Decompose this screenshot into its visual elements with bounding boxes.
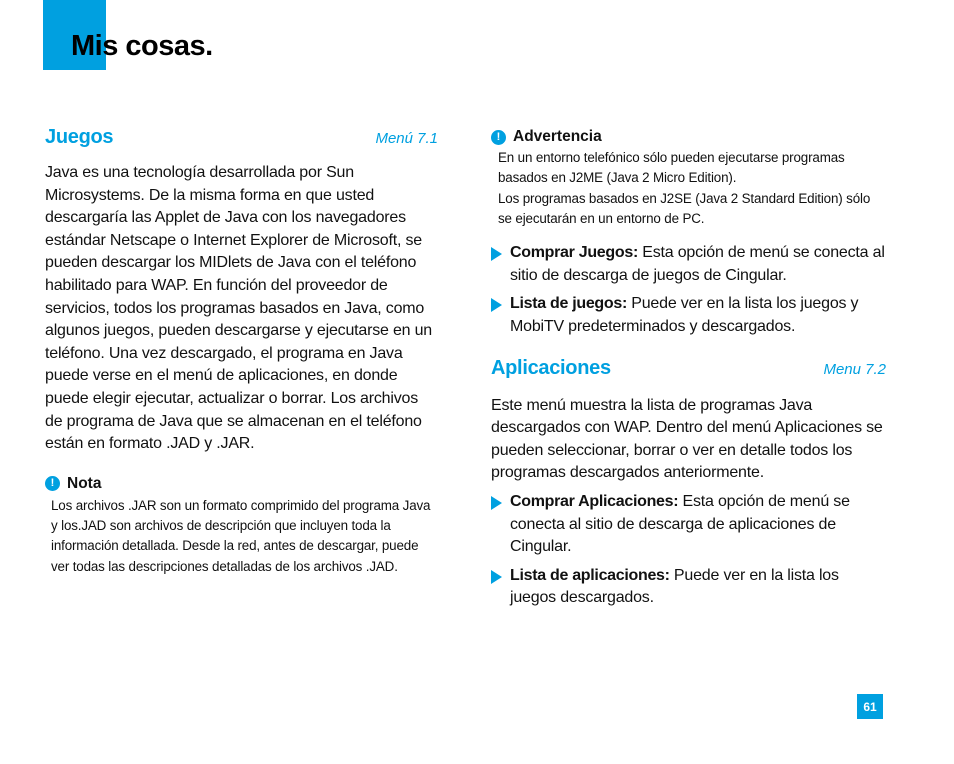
bullet-text: Puede ver en la lista los juegos y MobiTV predeterminados y descargados. <box>510 295 859 335</box>
aplicaciones-section-header <box>491 357 886 383</box>
advertencia-line-2: Los programas basados en J2SE (Java 2 Standard Edition) sólo se ejecutarán en un entorno de PC. <box>498 190 871 226</box>
nota-title: Nota <box>67 474 102 492</box>
bullet-label: Comprar Aplicaciones: <box>510 492 679 510</box>
juegos-menu-ref: Menú 7.1 <box>375 130 438 147</box>
juegos-title: Juegos <box>45 126 114 148</box>
bullet-text: Esta opción de menú se conecta al sitio de descarga de aplicaciones de Cingular. <box>510 492 850 556</box>
right-column <box>491 126 886 610</box>
bullet-comprar-aplicaciones <box>491 491 886 559</box>
page-title: Mis cosas. <box>71 30 213 62</box>
bullet-label: Lista de juegos: <box>510 295 627 313</box>
juegos-section-header <box>45 126 438 152</box>
bullet-comprar-juegos <box>491 242 886 287</box>
arrow-right-icon <box>491 570 502 584</box>
arrow-right-icon <box>491 496 502 510</box>
arrow-right-icon <box>491 298 502 312</box>
bullet-text: Esta opción de menú se conecta al sitio de descarga de juegos de Cingular. <box>510 244 885 284</box>
juegos-body: Java es una tecnología desarrollada por Sun Microsystems. De la misma forma en que usted descargaría las Applet de Java con los navegadores estándar Netscape o Internet Explorer de Microsoft, se pueden descargar los MIDlets de Java con el teléfono habilitado para WAP. En función del proveedor de servicios, todos los programas basados en Java, como algunos juegos, pueden descargarse y ejecutarse en un teléfono. Una vez descargado, el programa en Java puede verse en el menú de aplicaciones, en donde puede elegir ejecutar, actualizar o borrar. Los archivos de programa de Java que se almacenan en el teléfono están en formato .JAD y .JAR. <box>45 164 433 453</box>
arrow-right-icon <box>491 247 502 261</box>
aplicaciones-menu-ref: Menu 7.2 <box>823 360 886 378</box>
advertencia-title: Advertencia <box>513 128 602 145</box>
nota-text: Los archivos .JAR son un formato comprimido del programa Java y los.JAD son archivos de descripción que incluyen toda la información detallada. Desde la red, antes de descargar, puede ver todas las descripciones detalladas de los archivos .JAD. <box>51 497 431 574</box>
nota-header <box>45 475 438 493</box>
bullet-lista-juegos <box>491 293 886 338</box>
page-number-badge: 61 <box>857 694 883 719</box>
bullet-lista-aplicaciones <box>491 565 886 610</box>
left-column <box>45 126 438 577</box>
aplicaciones-title: Aplicaciones <box>491 356 611 379</box>
aplicaciones-body: Este menú muestra la lista de programas Java descargados con WAP. Dentro del menú Aplicaciones se pueden seleccionar, borrar o ver en detalle todos los programas descargados anteriormente. <box>491 396 883 482</box>
bullet-label: Lista de aplicaciones: <box>510 566 670 584</box>
exclamation-icon: ! <box>491 130 506 145</box>
exclamation-icon: ! <box>45 476 60 491</box>
advertencia-body <box>491 148 886 229</box>
bullet-label: Comprar Juegos: <box>510 244 638 262</box>
advertencia-line-1: En un entorno telefónico sólo pueden ejecutarse programas basados en J2ME (Java 2 Micro Edition). <box>498 150 845 186</box>
bullet-text: Puede ver en la lista los juegos descargados. <box>510 566 839 607</box>
advertencia-header <box>491 128 886 146</box>
